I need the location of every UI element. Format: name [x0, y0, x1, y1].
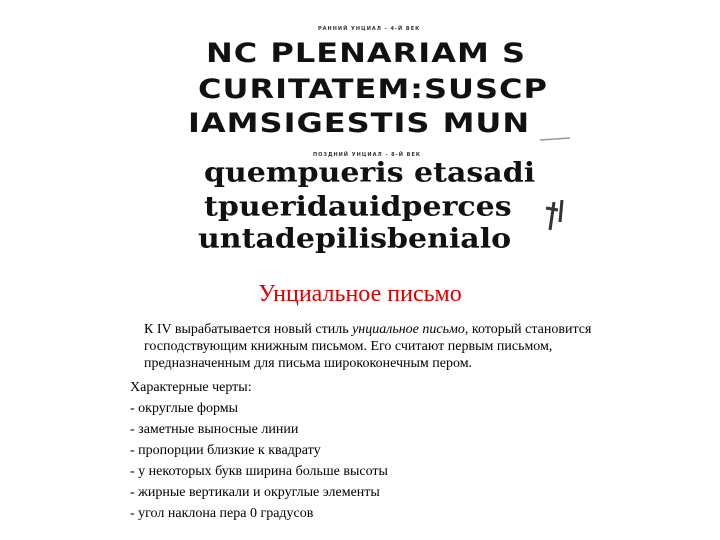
- paragraph-text-end: , который становится господствующим книжным письмом. Его считают первым письмом, предназначенным для письма ширококонечным пером.: [144, 322, 592, 371]
- feature-item: - пропорции близкие к квадрату: [130, 443, 321, 458]
- late-uncial-line: quempueris etasadi: [204, 157, 536, 189]
- late-uncial-line: untadepilisbenialo: [198, 223, 512, 255]
- early-uncial-caption: РАННИЙ УНЦИАЛ - 4-Й ВЕК: [318, 26, 421, 32]
- late-uncial-line: tpueridauidperces: [204, 191, 512, 223]
- pen-marks: [510, 130, 590, 250]
- intro-paragraph: [128, 321, 608, 372]
- feature-item: - заметные выносные линии: [130, 422, 299, 437]
- page-title: Унциальное письмо: [258, 281, 462, 307]
- feature-item: - округлые формы: [130, 401, 239, 416]
- feature-item: - угол наклона пера 0 градусов: [130, 506, 314, 521]
- feature-item: - жирные вертикали и округлые элементы: [130, 485, 380, 500]
- early-uncial-line: IAMSIGESTIS MUN: [188, 107, 531, 139]
- paragraph-text-start: К IV вырабатывается новый стиль: [144, 322, 353, 337]
- late-uncial-caption: ПОЗДНИЙ УНЦИАЛ - 8-Й ВЕК: [313, 152, 421, 158]
- features-list: [130, 377, 388, 524]
- early-uncial-line: NC PLENARIAM S: [206, 37, 526, 69]
- paragraph-emphasis: унциальное письмо: [352, 322, 465, 337]
- early-uncial-line: CURITATEM:SUSCP: [198, 73, 548, 105]
- features-heading: Характерные черты:: [130, 380, 252, 395]
- feature-item: - у некоторых букв ширина больше высоты: [130, 464, 388, 479]
